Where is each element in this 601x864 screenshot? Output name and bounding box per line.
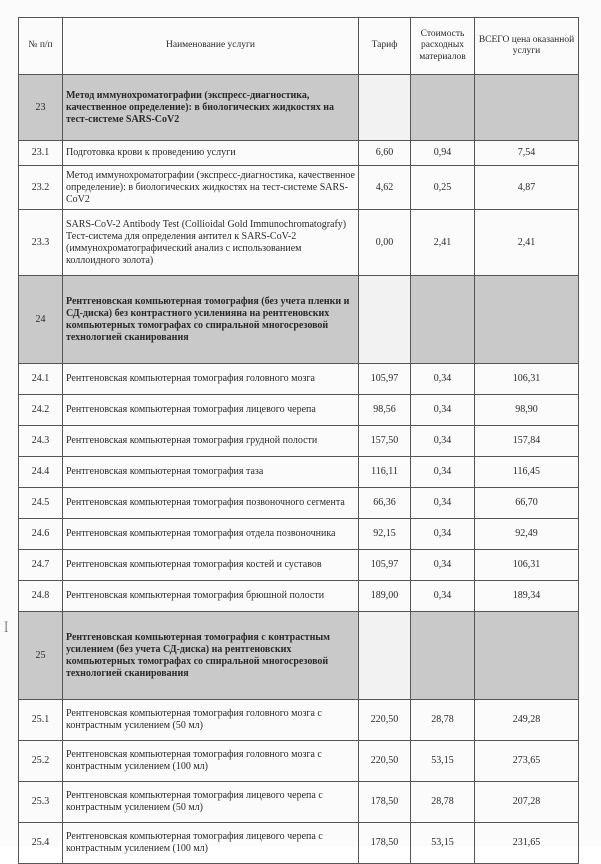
cell-num: 24 <box>19 276 63 364</box>
cell-name: Рентгеновская компьютерная томография брюшной полости <box>63 581 359 612</box>
cell-num: 24.8 <box>19 581 63 612</box>
table-row <box>19 741 579 782</box>
price-table <box>18 17 579 864</box>
cell-total: 106,31 <box>475 550 579 581</box>
group-row <box>19 276 579 364</box>
cell-num: 24.2 <box>19 395 63 426</box>
cell-total: 207,28 <box>475 782 579 823</box>
cell-materials: 0,34 <box>411 364 475 395</box>
cell-total: 92,49 <box>475 519 579 550</box>
cell-name: Рентгеновская компьютерная томография (без учета пленки и СД-диска) без контрастного усиленияна на рентгеновских компьютерных томографах со спиральной многосрезовой технологией сканирования <box>63 276 359 364</box>
margin-mark: ꟾ <box>4 623 9 635</box>
cell-tariff: 66,36 <box>359 488 411 519</box>
cell-total: 157,84 <box>475 426 579 457</box>
cell-num: 24.4 <box>19 457 63 488</box>
table-row <box>19 141 579 166</box>
cell-num: 25.1 <box>19 700 63 741</box>
cell-materials: 0,34 <box>411 457 475 488</box>
cell-total: 7,54 <box>475 141 579 166</box>
cell-num: 24.5 <box>19 488 63 519</box>
header-name: Наименование услуги <box>63 18 359 75</box>
group-row <box>19 75 579 141</box>
cell-total <box>475 612 579 700</box>
cell-num: 24.7 <box>19 550 63 581</box>
cell-materials: 0,34 <box>411 488 475 519</box>
cell-materials: 0,25 <box>411 166 475 210</box>
cell-tariff <box>359 276 411 364</box>
table-row <box>19 210 579 276</box>
cell-tariff: 0,00 <box>359 210 411 276</box>
cell-num: 23.1 <box>19 141 63 166</box>
cell-tariff: 4,62 <box>359 166 411 210</box>
cell-name: Рентгеновская компьютерная томография головного мозга <box>63 364 359 395</box>
cell-materials: 0,34 <box>411 426 475 457</box>
cell-name: Рентгеновская компьютерная томография с контрастным усилением (без учета СД-диска) на рентгеновских компьютерных томографах со спиральной многосрезовой технологией сканирования <box>63 612 359 700</box>
cell-materials <box>411 75 475 141</box>
cell-num: 23.3 <box>19 210 63 276</box>
cell-materials: 53,15 <box>411 823 475 864</box>
table-row <box>19 823 579 864</box>
table-row <box>19 519 579 550</box>
cell-tariff: 178,50 <box>359 782 411 823</box>
table-row <box>19 782 579 823</box>
cell-num: 25.2 <box>19 741 63 782</box>
cell-tariff: 157,50 <box>359 426 411 457</box>
cell-num: 24.6 <box>19 519 63 550</box>
cell-total: 231,65 <box>475 823 579 864</box>
cell-total: 106,31 <box>475 364 579 395</box>
cell-name: Рентгеновская компьютерная томография таза <box>63 457 359 488</box>
cell-name: Рентгеновская компьютерная томография грудной полости <box>63 426 359 457</box>
table-header-row <box>19 18 579 75</box>
cell-tariff: 220,50 <box>359 700 411 741</box>
cell-tariff: 189,00 <box>359 581 411 612</box>
table-row <box>19 426 579 457</box>
cell-name: SARS-CoV-2 Antibody Test (Collioidal Gold Immunochromatografy) Тест-система для определения антител к SARS-CoV-2 (иммунохроматографический анализ с использованием коллоидного золота) <box>63 210 359 276</box>
cell-total: 66,70 <box>475 488 579 519</box>
table-row <box>19 457 579 488</box>
cell-name: Метод иммунохроматографии (экспресс-диагностика, качественное определение): в биологических жидкостях на тест-системе SARS-CoV2 <box>63 166 359 210</box>
cell-name: Рентгеновская компьютерная томография лицевого черепа с контрастным усилением (100 мл) <box>63 823 359 864</box>
cell-name: Рентгеновская компьютерная томография головного мозга с контрастным усилением (50 мл) <box>63 700 359 741</box>
cell-materials <box>411 612 475 700</box>
cell-tariff: 6,60 <box>359 141 411 166</box>
cell-tariff <box>359 75 411 141</box>
cell-total: 249,28 <box>475 700 579 741</box>
cell-tariff: 92,15 <box>359 519 411 550</box>
cell-materials: 28,78 <box>411 782 475 823</box>
table-row <box>19 166 579 210</box>
table-row <box>19 581 579 612</box>
cell-materials: 0,34 <box>411 519 475 550</box>
cell-total: 116,45 <box>475 457 579 488</box>
cell-name: Рентгеновская компьютерная томография позвоночного сегмента <box>63 488 359 519</box>
cell-materials: 53,15 <box>411 741 475 782</box>
cell-tariff: 220,50 <box>359 741 411 782</box>
header-materials: Стоимость расходных материалов <box>411 18 475 75</box>
cell-num: 24.1 <box>19 364 63 395</box>
cell-name: Метод иммунохроматографии (экспресс-диагностика, качественное определение): в биологических жидкостях на тест-системе SARS-CoV2 <box>63 75 359 141</box>
table-row <box>19 488 579 519</box>
cell-tariff: 98,56 <box>359 395 411 426</box>
cell-name: Рентгеновская компьютерная томография головного мозга с контрастным усилением (100 мл) <box>63 741 359 782</box>
table-row <box>19 550 579 581</box>
cell-materials: 0,34 <box>411 581 475 612</box>
cell-materials: 28,78 <box>411 700 475 741</box>
cell-tariff <box>359 612 411 700</box>
cell-tariff: 116,11 <box>359 457 411 488</box>
header-total: ВСЕГО цена оказанной услуги <box>475 18 579 75</box>
cell-materials: 0,34 <box>411 395 475 426</box>
cell-total <box>475 276 579 364</box>
cell-name: Рентгеновская компьютерная томография костей и суставов <box>63 550 359 581</box>
cell-name: Рентгеновская компьютерная томография лицевого черепа <box>63 395 359 426</box>
table-row <box>19 395 579 426</box>
cell-tariff: 105,97 <box>359 364 411 395</box>
cell-total: 98,90 <box>475 395 579 426</box>
cell-total: 273,65 <box>475 741 579 782</box>
cell-name: Рентгеновская компьютерная томография отдела позвоночника <box>63 519 359 550</box>
cell-num: 23 <box>19 75 63 141</box>
cell-num: 24.3 <box>19 426 63 457</box>
cell-tariff: 178,50 <box>359 823 411 864</box>
header-tariff: Тариф <box>359 18 411 75</box>
cell-total: 2,41 <box>475 210 579 276</box>
table-row <box>19 364 579 395</box>
group-row <box>19 612 579 700</box>
cell-num: 25.3 <box>19 782 63 823</box>
cell-tariff: 105,97 <box>359 550 411 581</box>
table-row <box>19 700 579 741</box>
cell-total: 189,34 <box>475 581 579 612</box>
cell-materials: 2,41 <box>411 210 475 276</box>
cell-total <box>475 75 579 141</box>
cell-materials: 0,34 <box>411 550 475 581</box>
header-num: № п/п <box>19 18 63 75</box>
cell-materials: 0,94 <box>411 141 475 166</box>
cell-name: Рентгеновская компьютерная томография лицевого черепа с контрастным усилением (50 мл) <box>63 782 359 823</box>
cell-num: 23.2 <box>19 166 63 210</box>
cell-num: 25 <box>19 612 63 700</box>
cell-total: 4,87 <box>475 166 579 210</box>
cell-name: Подготовка крови к проведению услуги <box>63 141 359 166</box>
cell-materials <box>411 276 475 364</box>
cell-num: 25.4 <box>19 823 63 864</box>
